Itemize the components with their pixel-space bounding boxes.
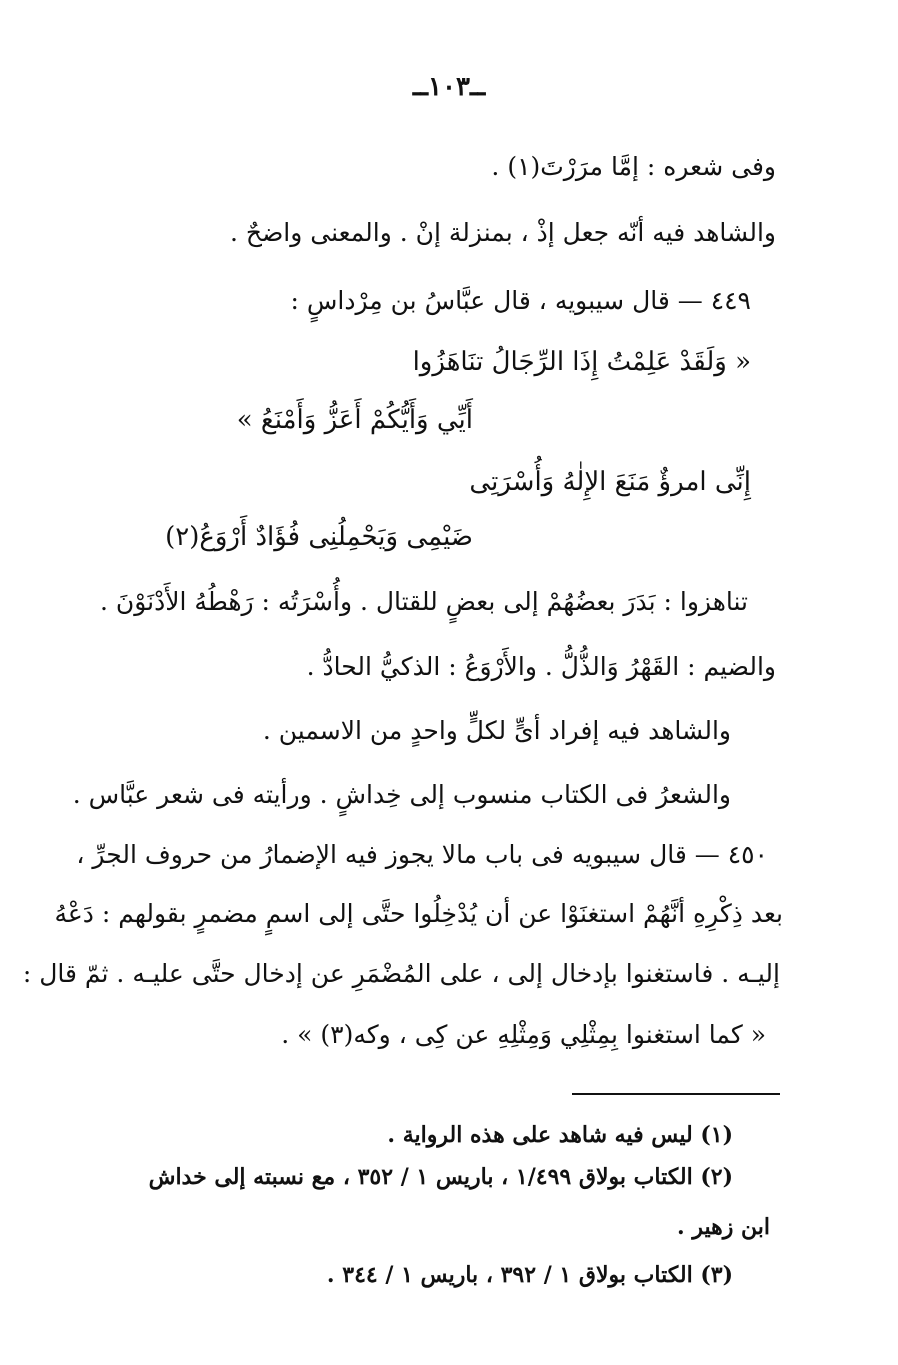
text-line: والضيم : القَهْرُ وَالذُّلُّ . والأَرْوَعُ : الذكيُّ الحادُّ . xyxy=(306,652,776,681)
text-line: تناهزوا : بَدَرَ بعضُهُمْ إلى بعضٍ للقتال . وأُسْرَتُه : رَهْطُهُ الأَدْنَوْنَ . xyxy=(100,587,748,616)
text-line: بعد ذِكْرِهِ أنَّهُمْ استغنَوْا عن أن يُدْخِلُوا حتَّى إلى اسمٍ مضمرٍ بقولهم : دَعْهُ xyxy=(54,899,783,928)
verse-line: ضَيْمِى وَيَحْمِلُنِى فُؤَادٌ أَرْوَعُ(٢) xyxy=(165,522,473,552)
text-line: إليـه . فاستغنوا بإدخال إلى ، على المُضْمَرِ عن إدخال حتَّى عليـه . ثمّ قال : xyxy=(22,959,780,988)
text-line: والشعرُ فى الكتاب منسوب إلى خِداشٍ . ورأيته فى شعر عبَّاس . xyxy=(72,780,731,809)
footnote-continuation: ابن زهير . xyxy=(677,1214,770,1240)
footnote: (٣) الكتاب بولاق ١ / ٣٩٢ ، باريس ١ / ٣٤٤ . xyxy=(326,1262,733,1288)
verse-line: إِنِّى امرؤٌ مَنَعَ الإِلٰهُ وَأُسْرَتِى xyxy=(469,467,751,497)
footnote-divider xyxy=(572,1093,780,1095)
footnote: (٢) الكتاب بولاق ١/٤٩٩ ، باريس ١ / ٣٥٢ ، مع نسبته إلى خداش xyxy=(148,1164,733,1190)
verse-line: أَيِّي وَأَيُّكُمْ أَعَزُّ وَأَمْنَعُ » xyxy=(236,405,473,435)
text-line: والشاهد فيه أنّه جعل إذْ ، بمنزلة إنْ . والمعنى واضحٌ . xyxy=(230,218,776,247)
footnote: (١) ليس فيه شاهد على هذه الرواية . xyxy=(387,1122,733,1148)
verse-line: « وَلَقَدْ عَلِمْتُ إِذَا الرِّجَالُ تنَاهَزُوا xyxy=(412,347,751,377)
entry-heading-450: ٤٥٠ — قال سيبويه فى باب مالا يجوز فيه الإضمارُ من حروف الجرِّ ، xyxy=(76,840,768,869)
text-line: وفى شعره : إمَّا مرَرْتَ(١) . xyxy=(491,152,776,181)
entry-heading-449: ٤٤٩ — قال سيبويه ، قال عبَّاسُ بن مِرْداسٍ : xyxy=(290,286,751,315)
page-number: ــ١٠٣ــ xyxy=(412,72,486,102)
text-line: « كما استغنوا بِمِثْلِي وَمِثْلِهِ عن كِى ، وكه(٣) » . xyxy=(281,1020,766,1049)
text-line: والشاهد فيه إفراد أىٍّ لكلٍّ واحدٍ من الاسمين . xyxy=(262,716,731,745)
